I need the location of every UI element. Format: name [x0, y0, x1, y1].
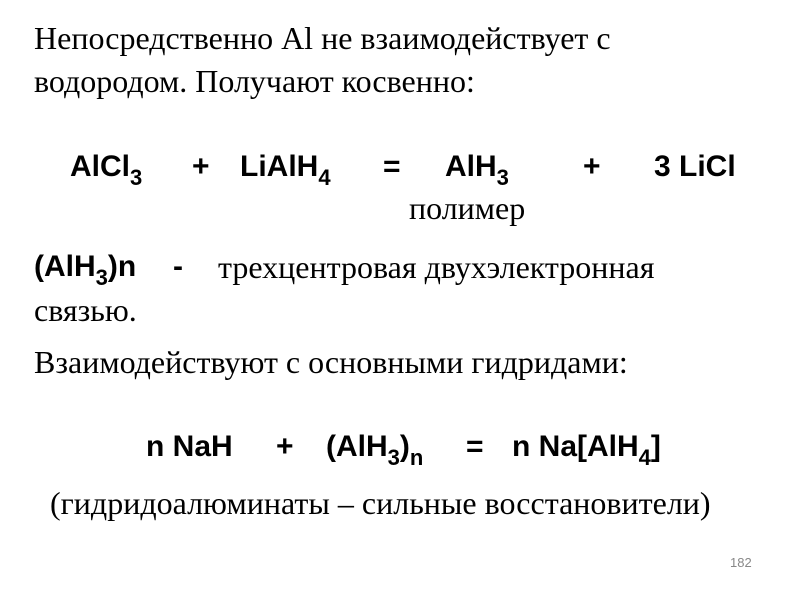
- eq1-equals: =: [383, 150, 401, 183]
- polymer-description: трехцентровая двухэлектронная: [218, 249, 655, 285]
- eq1-polymer-note: полимер: [409, 190, 526, 226]
- reaction-intro: Взаимодействуют с основными гидридами:: [34, 344, 628, 380]
- eq2-product: n Na[AlH$_4$]: [512, 430, 661, 470]
- eq1-reactant-2: LiAlH$_4$: [240, 150, 331, 190]
- equation-2: [0, 430, 800, 470]
- eq1-product-1: AlH$_3$: [445, 150, 509, 190]
- intro-line-2: водородом. Получают косвенно:: [34, 63, 475, 99]
- page-number: 182: [730, 555, 752, 570]
- eq1-product-2: 3 LiCl: [654, 150, 736, 183]
- eq2-reactant-2: $(AlH_3)_n$: [326, 430, 424, 470]
- intro-line-1: Непосредственно Al не взаимодействует с: [34, 20, 611, 56]
- eq2-equals: =: [466, 430, 484, 463]
- eq1-plus-2: +: [583, 150, 601, 183]
- eq2-reactant-1: n NaH: [146, 430, 233, 463]
- equation-1: [0, 150, 800, 190]
- eq1-plus-1: +: [192, 150, 210, 183]
- eq2-plus: +: [276, 430, 294, 463]
- eq1-reactant-1: AlCl$_3$: [70, 150, 143, 190]
- polymer-line-2: связью.: [34, 292, 137, 328]
- polymer-formula: (AlH$_3$)n: [34, 250, 137, 290]
- polymer-dash: -: [173, 250, 183, 283]
- footnote: (гидридоалюминаты – сильные восстановители): [50, 485, 711, 521]
